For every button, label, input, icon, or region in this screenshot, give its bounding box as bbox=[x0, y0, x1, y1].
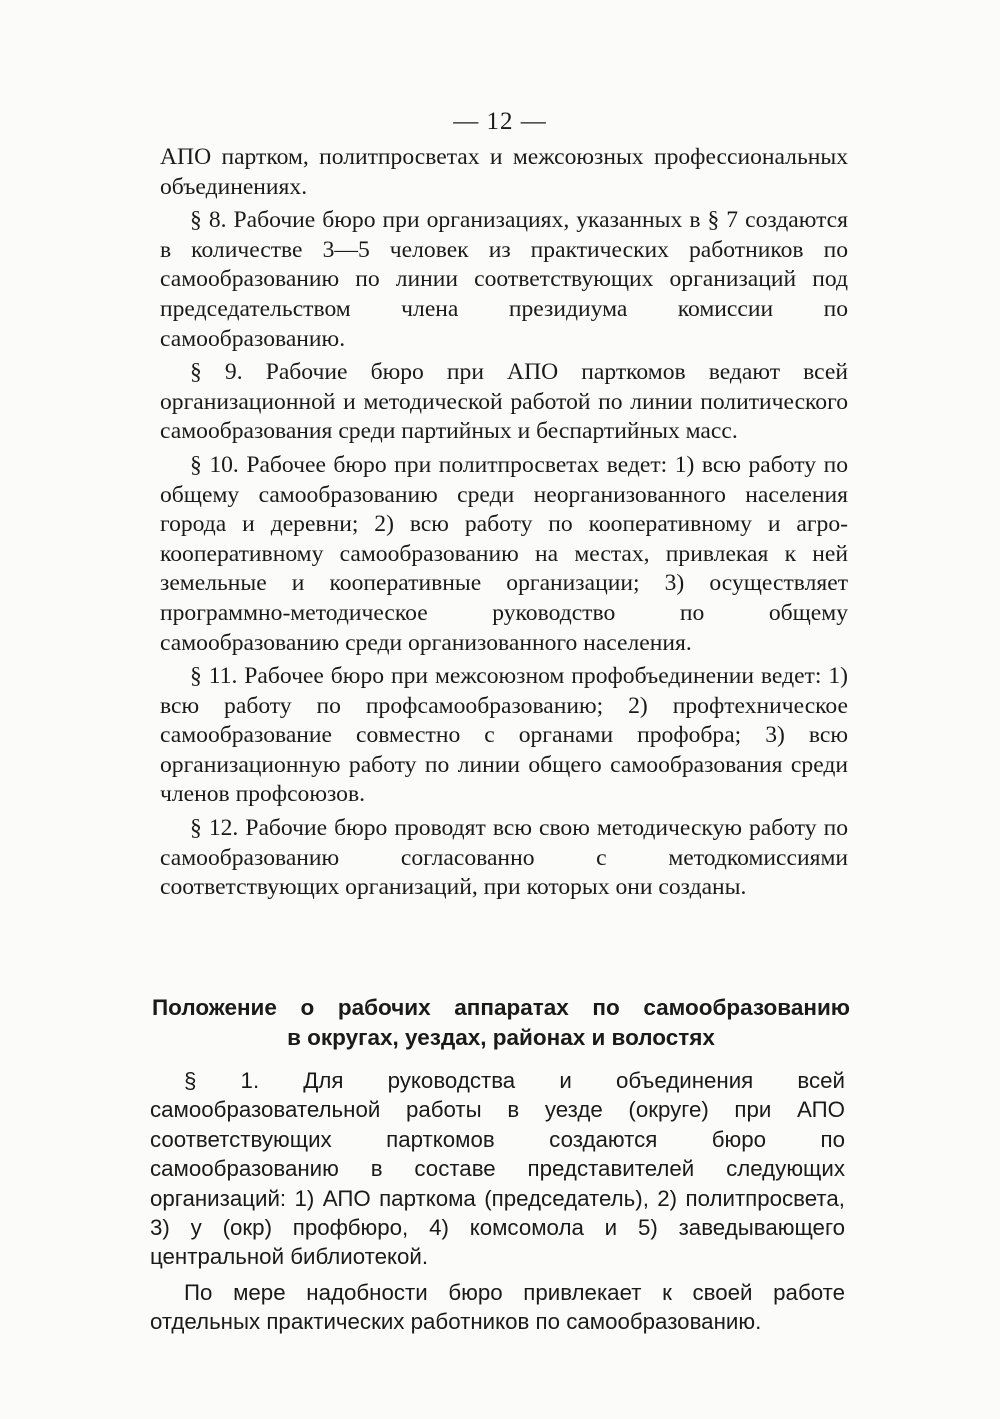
paragraph-section-1: § 1. Для руководства и объединения всей самообразовательной работы в уезде (округе) при АПО соответствующих парткомов создаются бюро по самообразованию в составе представителей следующих организаций: 1) АПО парткома (председатель), 2) политпросвета, 3) у (окр) профбюро, 4) комсомола и 5) заведывающего центральной библиотекой. bbox=[150, 1068, 845, 1270]
body-text-upper bbox=[160, 143, 848, 907]
paragraph-section-8: § 8. Рабочие бюро при организациях, указанных в § 7 создаются в количестве 3—5 человек из практических работников по самообразованию по линии соответствующих организаций под председательством члена президиума комиссии по самообразованию. bbox=[160, 207, 848, 352]
paragraph-as-needed: По мере надобности бюро привлекает к своей работе отдельных практических работников по самообразованию. bbox=[150, 1279, 845, 1335]
paragraph-section-10: § 10. Рабочее бюро при политпросветах ведет: 1) всю работу по общему самообразованию среди неорганизованного населения города и деревни; 2) всю работу по кооперативному и агро-кооперативному самообразованию на местах, привлекая к ней земельные и кооперативные организации; 3) осуществляет программно-методическое руководство по общему самообразованию среди организованного населения. bbox=[160, 451, 848, 656]
paragraph-section-12: § 12. Рабочие бюро проводят всю свою методическую работу по самообразованию согласованно с методкомиссиями соответствующих организаций, при которых они созданы. bbox=[160, 815, 848, 901]
section-heading bbox=[152, 993, 850, 1053]
section-heading-line-2: в округах, уездах, районах и волостях bbox=[287, 1025, 715, 1050]
continuation-paragraph: АПО партком, политпросветах и межсоюзных профессиональных объединениях. bbox=[160, 144, 848, 200]
paragraph-section-9: § 9. Рабочие бюро при АПО парткомов ведают всей организационной и методической работой по линии политического самообразования среди партийных и беспартийных масс. bbox=[160, 359, 848, 445]
page-number: — 12 — bbox=[453, 108, 547, 135]
body-text-lower bbox=[150, 1066, 845, 1343]
paragraph-section-11: § 11. Рабочее бюро при межсоюзном профобъединении ведет: 1) всю работу по профсамообразованию; 2) профтехническое самообразование совместно с органами профобра; 3) всю организационную работу по линии общего самообразования среди членов профсоюзов. bbox=[160, 663, 848, 808]
section-heading-line-1: Положение о рабочих аппаратах по самообразованию bbox=[152, 995, 850, 1020]
